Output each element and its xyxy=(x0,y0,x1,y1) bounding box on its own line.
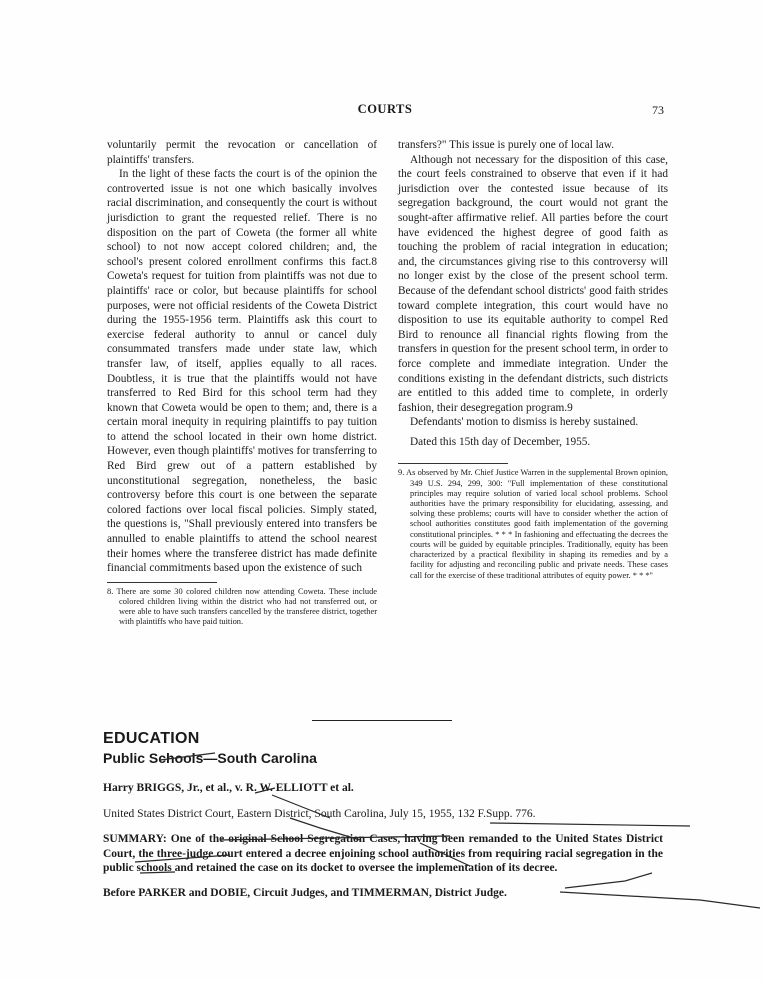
court-citation: United States District Court, Eastern District, South Carolina, July 15, 1955, 132 F.Supp. 776. xyxy=(103,808,536,820)
strike-schools xyxy=(160,753,215,760)
strike-oversee xyxy=(140,872,175,873)
pen-line-eastern xyxy=(272,795,330,818)
pen-line-summary xyxy=(290,818,360,840)
case-summary: SUMMARY: One of the original School Segregation Cases, having been remanded to the United States District Court, the three-judge court entered a decree enjoining school authorities from requiring racial segregation in the public schools and retained the case on its docket to oversee the implementation of its decree. xyxy=(103,833,663,874)
dated-line: Dated this 15th day of December, 1955. xyxy=(410,435,591,448)
strike-remanded xyxy=(490,823,690,826)
section-subtitle: Public Schools—South Carolina xyxy=(103,750,317,766)
left-paragraph-2: In the light of these facts the court is of the opinion the controverted issue is not one which basically involves racial discrimination, and consequently the court is without jurisdiction to grant the requested relief. There is no disposition on the part of Coweta (the former all white school) to not now accept colored children; and, the school's present colored enrollment confirms this fact.8 Coweta's request for tuition from plaintiffs was not due to plaintiffs' race or color, but because plaintiffs for school purposes, were not official residents of the Coweta District during the 1955-1956 term. Plaintiffs ask this court to exercise federal authority to annul or cancel duly consummated transfers made under state law, which transfer law, of itself, applies equally to all races. Doubtless, it is true that the plaintiffs would not have transferred to Red Bird for this school term had they known that Coweta would be open to them; and, there is a certain moral inequity in requiring plaintiffs to pay tuition to attend the school located in their own home district. However, even though plaintiffs' motives for transferring to Red Bird grew out of a pattern established by unconstitutional segregation, nonetheless, the basic controversy before this court is one between the separate colored factions over local fiscal policies. Simply stated, the questions is, "Shall previously entered into transfers be annulled to enable plaintiffs to attend the school nearest their homes where the transferee district has made definite financial commitments based upon the existence of such xyxy=(107,168,377,575)
judges-line: Before PARKER and DOBIE, Circuit Judges, and TIMMERMAN, District Judge. xyxy=(103,886,507,899)
right-paragraph-3: Defendants' motion to dismiss is hereby sustained. xyxy=(410,416,639,429)
right-paragraph-1: transfers?" This issue is purely one of local law. xyxy=(398,139,615,151)
section-title: EDUCATION xyxy=(103,730,200,747)
strike-three-judge xyxy=(220,836,450,840)
right-paragraph-2: Although not necessary for the disposition of this case, the court feels constrained to observe that even if it had jurisdiction over the contested issue because of its segregation background, the court would not grant the sought-after affirmative relief. All parties before the court have evidenced the highest degree of good faith as touching the problem of racial integration in education; and, the circumstances giving rise to this controversy will no longer exist by the close of the present school term. Because of the defendant school districts' good faith strides toward complete integration, this court would have no disposition to use its equitable authority to compel Red Bird to renounce all financial rights flowing from the transfers in question for the present school term, in order to force complete and immediate integration. Under the conditions existing in the defendant districts, such districts are entitled to this added time to complete, in orderly fashion, their desegregation program.9 xyxy=(398,153,668,414)
footnote-8: 8. There are some 30 colored children now attending Coweta. These include colored children living within the district who had not transferred out, or were able to have such transfers cancelled by the transferee district, together with plaintiffs who have paid tuition. xyxy=(107,586,377,627)
case-parties: Harry BRIGGS, Jr., et al., v. R. W. ELLIOTT et al. xyxy=(103,782,354,794)
pen-line-tail xyxy=(560,892,760,908)
page-number: 73 xyxy=(652,103,664,117)
footnote-9: 9. As observed by Mr. Chief Justice Warren in the supplemental Brown opinion, 349 U.S. 294, 299, 300: "Full implementation of these constitutional principles may require solution of varied local school problems. School authorities have the primary responsibility for elucidating, assessing, and solving these problems; courts will have to consider whether the action of school authorities constitutes good faith implementation of the governing constitutional principles. * * * In fashioning and effectuating the decrees the courts will be guided by equitable principles. Traditionally, equity has been characterized by a practical flexibility in shaping its remedies and by a facility for adjusting and reconciling public and private needs. These cases call for the exercise of these traditional attributes of equity power. * * *" xyxy=(398,468,668,580)
strike-schools-and xyxy=(420,843,470,866)
strike-et-al xyxy=(255,788,275,793)
left-paragraph-1: voluntarily permit the revocation or cancellation of plaintiffs' transfers. xyxy=(107,139,377,166)
strike-from-requiring xyxy=(135,855,230,862)
running-head: COURTS xyxy=(357,102,413,116)
pen-line-judge xyxy=(565,873,652,888)
